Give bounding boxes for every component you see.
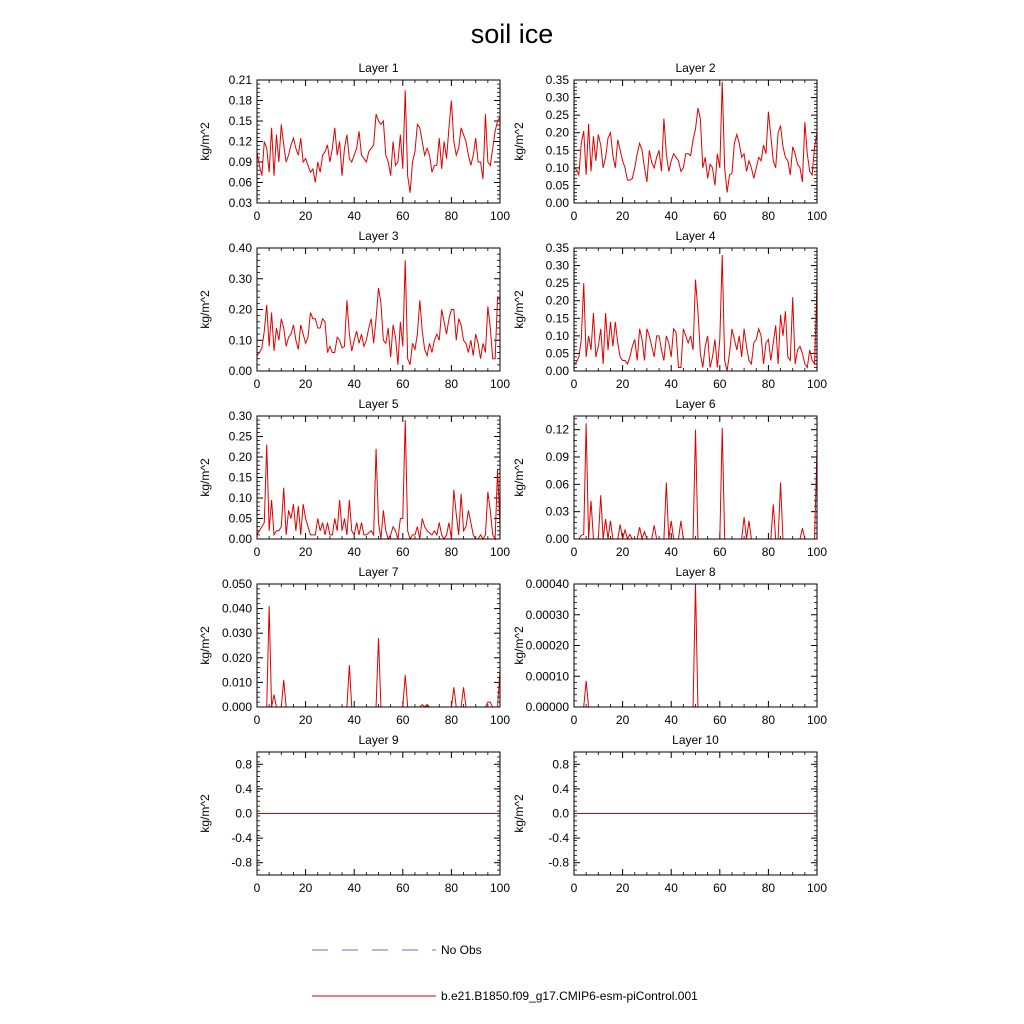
x-tick-label: 40 <box>664 209 678 223</box>
y-tick-label: 0.03 <box>545 504 569 519</box>
x-tick-label: 60 <box>396 377 410 391</box>
x-tick-label: 80 <box>761 713 776 727</box>
x-tick-label: 80 <box>444 713 459 727</box>
x-tick-label: 0 <box>570 545 578 559</box>
y-tick-label: 0.05 <box>228 511 252 526</box>
y-tick-label: 0.20 <box>228 450 252 464</box>
y-tick-label: -0.8 <box>548 855 569 870</box>
x-tick-label: 40 <box>347 881 361 895</box>
y-tick-label: -0.4 <box>548 831 569 846</box>
x-tick-label: 100 <box>806 545 828 559</box>
x-tick-label: 60 <box>713 377 727 391</box>
x-tick-label: 20 <box>615 377 630 391</box>
legend-model-label: b.e21.B1850.f09_g17.CMIP6-esm-piControl.001 <box>441 989 698 1003</box>
y-tick-label: 0.25 <box>545 276 569 291</box>
y-axis-label-layer-7: kg/m^2 <box>198 626 212 665</box>
panel-title-layer-8: Layer 8 <box>675 565 716 579</box>
y-tick-label: 0.35 <box>545 241 569 255</box>
panel-title-layer-4: Layer 4 <box>675 229 716 243</box>
x-tick-label: 80 <box>761 209 776 223</box>
y-tick-label: 0.05 <box>545 178 569 193</box>
y-tick-label: 0.21 <box>228 73 252 87</box>
y-tick-label: 0.00 <box>228 532 252 546</box>
panels-group <box>198 61 827 895</box>
y-axis-label-layer-9: kg/m^2 <box>198 794 212 833</box>
series-line-layer-2 <box>574 82 817 193</box>
legend <box>312 943 698 1003</box>
x-tick-label: 100 <box>806 713 828 727</box>
y-axis-label-layer-8: kg/m^2 <box>512 626 526 665</box>
legend-no-obs-label: No Obs <box>441 943 482 957</box>
series-line-layer-6 <box>574 423 817 539</box>
x-tick-label: 100 <box>489 713 511 727</box>
y-tick-label: 0.00 <box>228 364 252 378</box>
y-tick-label: 0.05 <box>545 346 569 361</box>
x-tick-label: 20 <box>298 713 313 727</box>
y-tick-label: 0.4 <box>552 781 569 796</box>
panel-title-layer-5: Layer 5 <box>358 397 399 411</box>
y-tick-label: 0.09 <box>228 155 252 169</box>
y-tick-label: 0.00010 <box>525 669 569 684</box>
x-tick-label: 60 <box>396 545 410 559</box>
y-tick-label: 0.15 <box>545 311 569 326</box>
panel-title-layer-2: Layer 2 <box>675 61 716 75</box>
x-tick-label: 100 <box>489 209 511 223</box>
y-tick-label: 0.030 <box>221 626 252 641</box>
x-tick-label: 0 <box>570 209 578 223</box>
x-tick-label: 100 <box>489 377 511 391</box>
x-tick-label: 40 <box>664 713 678 727</box>
y-tick-label: 0.35 <box>545 73 569 87</box>
panel-title-layer-3: Layer 3 <box>358 229 399 243</box>
y-tick-label: 0.00020 <box>525 638 569 653</box>
series-line-layer-4 <box>574 255 817 371</box>
y-tick-label: 0.20 <box>545 293 569 308</box>
plot-frame <box>574 80 817 203</box>
x-tick-label: 100 <box>489 545 511 559</box>
y-tick-label: 0.4 <box>235 781 252 796</box>
x-tick-label: 0 <box>570 713 578 727</box>
y-tick-label: 0.30 <box>545 258 569 273</box>
y-tick-label: 0.06 <box>228 175 252 190</box>
x-tick-label: 40 <box>347 377 361 391</box>
x-tick-label: 0 <box>570 881 578 895</box>
y-axis-label-layer-6: kg/m^2 <box>512 458 526 497</box>
y-axis-label-layer-3: kg/m^2 <box>198 290 212 329</box>
series-line-layer-8 <box>574 584 817 707</box>
panel-title-layer-6: Layer 6 <box>675 397 716 411</box>
series-line-layer-3 <box>257 260 500 365</box>
y-tick-label: 0.8 <box>552 757 569 772</box>
x-tick-label: 60 <box>396 713 410 727</box>
y-tick-label: 0.00030 <box>525 607 569 622</box>
x-tick-label: 40 <box>347 713 361 727</box>
x-tick-label: 80 <box>444 881 459 895</box>
y-tick-label: 0.15 <box>228 114 252 128</box>
x-tick-label: 20 <box>615 209 630 223</box>
x-tick-label: 60 <box>713 713 727 727</box>
y-tick-label: 0.10 <box>228 333 252 348</box>
panel-layer-10 <box>512 733 827 895</box>
y-tick-label: 0.00040 <box>525 577 569 591</box>
y-tick-label: 0.00 <box>545 196 569 210</box>
x-tick-label: 20 <box>298 377 313 391</box>
panel-layer-5 <box>198 397 510 559</box>
y-axis-label-layer-4: kg/m^2 <box>512 290 526 329</box>
y-tick-label: 0.040 <box>221 601 252 616</box>
y-tick-label: 0.15 <box>545 143 569 158</box>
x-tick-label: 20 <box>615 881 630 895</box>
figure-title: soil ice <box>470 19 554 49</box>
plot-frame <box>257 80 500 203</box>
y-tick-label: -0.4 <box>231 831 252 846</box>
x-tick-label: 20 <box>298 545 313 559</box>
x-tick-label: 0 <box>253 377 261 391</box>
x-tick-label: 80 <box>761 545 776 559</box>
panel-layer-9 <box>198 733 510 895</box>
panel-layer-4 <box>512 229 827 391</box>
panel-layer-3 <box>198 229 510 391</box>
panel-layer-1 <box>198 61 510 223</box>
panel-title-layer-7: Layer 7 <box>358 565 399 579</box>
x-tick-label: 20 <box>298 209 313 223</box>
x-tick-label: 40 <box>664 377 678 391</box>
x-tick-label: 100 <box>806 881 828 895</box>
y-tick-label: 0.050 <box>221 577 252 591</box>
x-tick-label: 100 <box>806 209 828 223</box>
x-tick-label: 40 <box>347 209 361 223</box>
panel-layer-7 <box>198 565 510 727</box>
y-tick-label: 0.00 <box>545 532 569 546</box>
x-tick-label: 0 <box>253 713 261 727</box>
y-tick-label: 0.10 <box>545 328 569 343</box>
x-tick-label: 0 <box>253 881 261 895</box>
x-tick-label: 0 <box>570 377 578 391</box>
y-tick-label: 0.03 <box>228 196 252 210</box>
series-line-layer-7 <box>257 606 500 707</box>
x-tick-label: 20 <box>615 545 630 559</box>
x-tick-label: 40 <box>664 881 678 895</box>
y-axis-label-layer-2: kg/m^2 <box>512 122 526 161</box>
y-tick-label: 0.20 <box>228 302 252 317</box>
y-tick-label: 0.10 <box>228 491 252 505</box>
y-tick-label: 0.25 <box>228 429 252 444</box>
y-tick-label: 0.18 <box>228 93 252 108</box>
y-tick-label: 0.0 <box>552 806 569 821</box>
y-tick-label: 0.010 <box>221 675 252 690</box>
x-tick-label: 60 <box>713 209 727 223</box>
panel-layer-8 <box>512 565 827 727</box>
x-tick-label: 80 <box>761 881 776 895</box>
x-tick-label: 80 <box>444 545 459 559</box>
y-tick-label: 0.25 <box>545 108 569 123</box>
series-line-layer-1 <box>257 90 500 193</box>
x-tick-label: 100 <box>806 377 828 391</box>
plot-frame <box>574 248 817 371</box>
y-tick-label: 0.00000 <box>525 700 569 714</box>
series-line-layer-5 <box>257 420 500 539</box>
x-tick-label: 20 <box>615 713 630 727</box>
x-tick-label: 60 <box>713 881 727 895</box>
x-tick-label: 40 <box>347 545 361 559</box>
y-tick-label: 0.06 <box>545 477 569 492</box>
y-tick-label: 0.30 <box>545 90 569 105</box>
y-tick-label: 0.0 <box>235 806 252 821</box>
panel-title-layer-9: Layer 9 <box>358 733 399 747</box>
y-tick-label: 0.20 <box>545 125 569 140</box>
y-tick-label: 0.12 <box>545 422 569 437</box>
y-tick-label: 0.8 <box>235 757 252 772</box>
y-axis-label-layer-10: kg/m^2 <box>512 794 526 833</box>
y-tick-label: 0.30 <box>228 271 252 286</box>
x-tick-label: 0 <box>253 209 261 223</box>
y-tick-label: 0.30 <box>228 409 252 423</box>
x-tick-label: 20 <box>298 881 313 895</box>
y-axis-label-layer-5: kg/m^2 <box>198 458 212 497</box>
y-axis-label-layer-1: kg/m^2 <box>198 122 212 161</box>
y-tick-label: 0.00 <box>545 364 569 378</box>
x-tick-label: 80 <box>444 209 459 223</box>
y-tick-label: 0.020 <box>221 650 252 665</box>
panel-title-layer-1: Layer 1 <box>358 61 399 75</box>
x-tick-label: 60 <box>713 545 727 559</box>
x-tick-label: 100 <box>489 881 511 895</box>
y-tick-label: 0.09 <box>545 450 569 464</box>
panel-title-layer-10: Layer 10 <box>672 733 719 747</box>
y-tick-label: -0.8 <box>231 855 252 870</box>
y-tick-label: 0.40 <box>228 241 252 255</box>
x-tick-label: 60 <box>396 209 410 223</box>
x-tick-label: 0 <box>253 545 261 559</box>
x-tick-label: 80 <box>444 377 459 391</box>
y-tick-label: 0.000 <box>221 700 252 714</box>
y-tick-label: 0.15 <box>228 470 252 485</box>
panel-layer-6 <box>512 397 827 559</box>
y-tick-label: 0.12 <box>228 134 252 149</box>
panel-layer-2 <box>512 61 827 223</box>
x-tick-label: 60 <box>396 881 410 895</box>
plot-frame <box>257 248 500 371</box>
y-tick-label: 0.10 <box>545 160 569 175</box>
x-tick-label: 40 <box>664 545 678 559</box>
x-tick-label: 80 <box>761 377 776 391</box>
